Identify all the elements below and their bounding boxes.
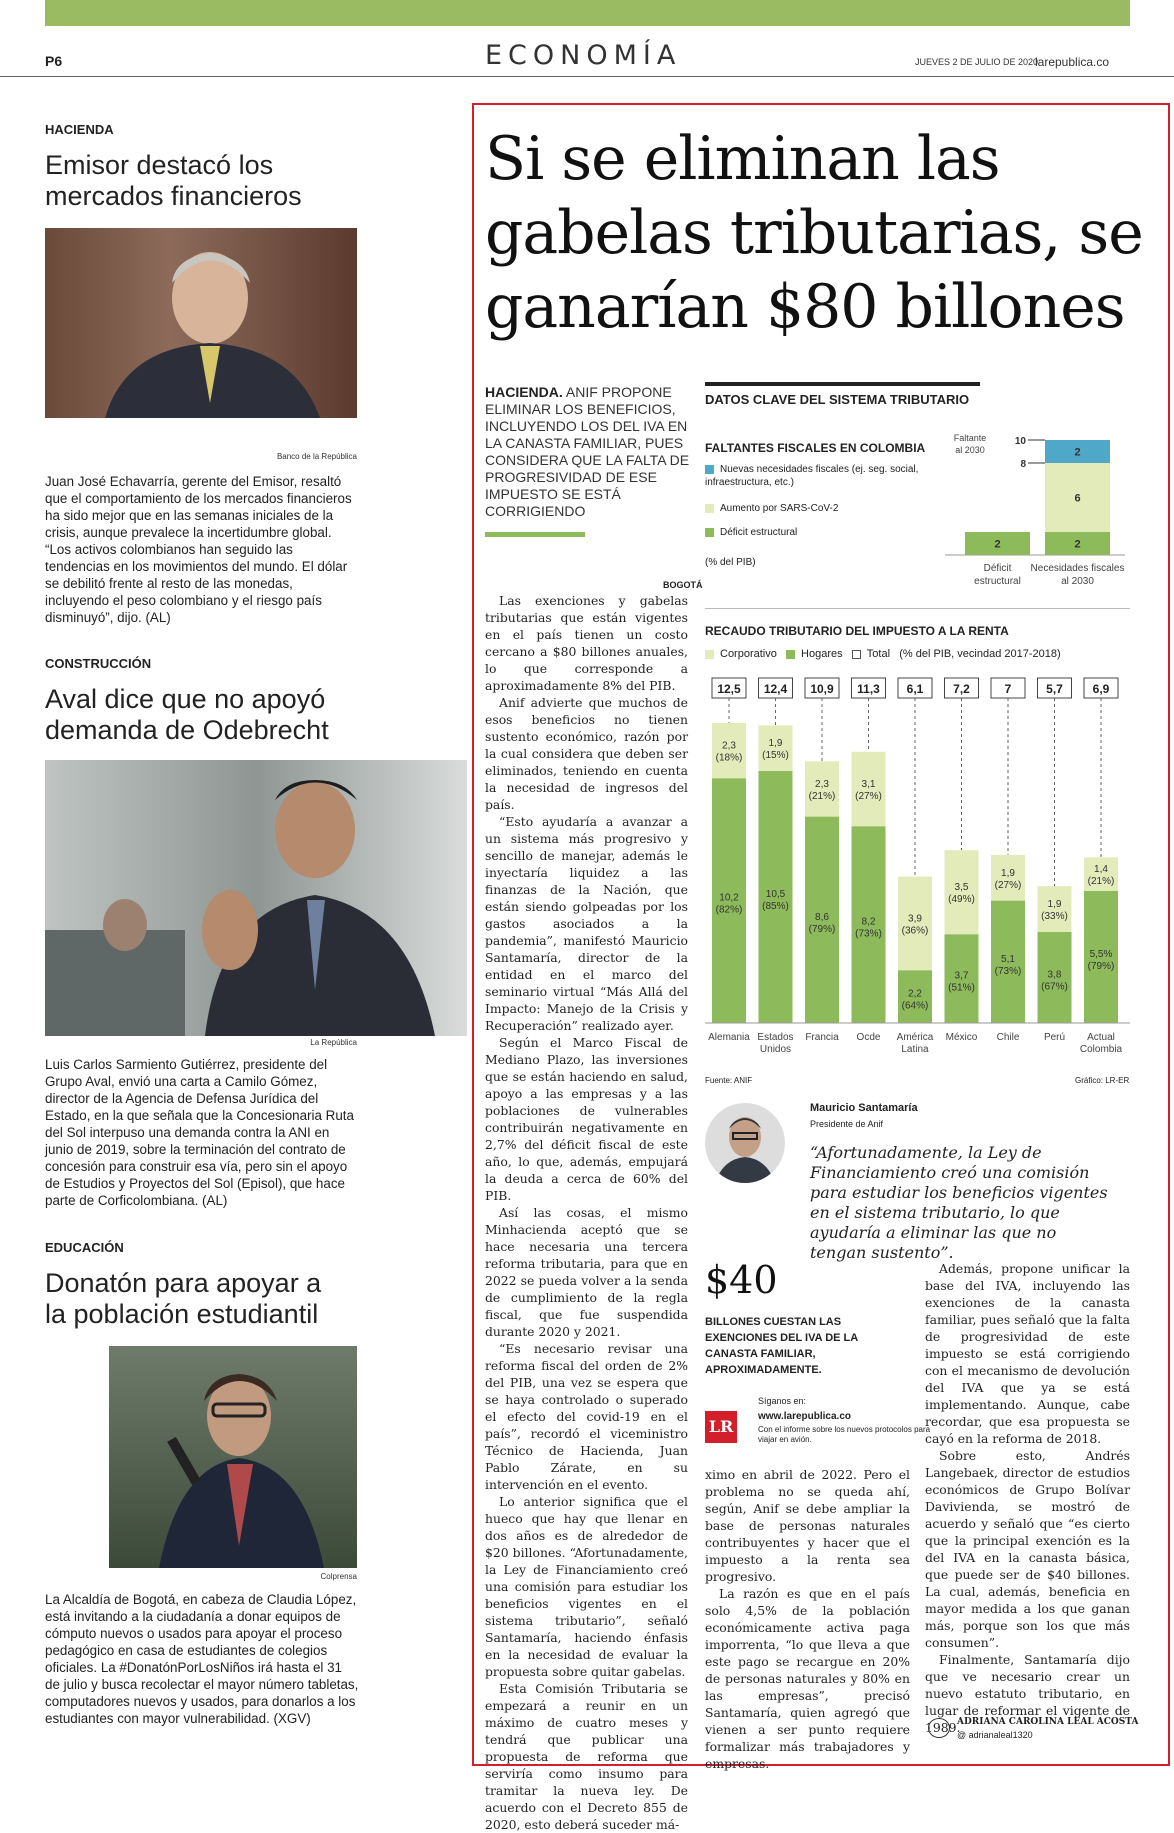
quote-portrait [705, 1103, 785, 1183]
corporativo-value-label: 1,9 [1001, 867, 1015, 879]
corporativo-share-label: (33%) [1041, 911, 1068, 922]
brief-1-credit: Banco de la República [276, 452, 357, 461]
hogares-value-label: 8,6 [815, 911, 829, 923]
paragraph: Según el Marco Fiscal de Mediano Plazo, las inversiones que se están haciendo en salud, apoyo a las empresas y a las poblaciones de vulnerables contribuirán negativamente en 2,7% del déficit fiscal de este año, lo que, además, empujará la deuda a cerca de 60% del PIB. [485, 1035, 688, 1203]
header-divider [0, 76, 1174, 77]
country-label: Perú [1043, 1032, 1066, 1043]
hogares-value-label: 10,5 [765, 889, 786, 900]
infographic-divider [705, 608, 1130, 609]
mayor-portrait-image [109, 1346, 357, 1568]
paragraph: ximo en abril de 2022. Pero el problema no se queda ahí, según, Anif se debe ampliar la base de personas naturales contribuyentes y hacer que el impuesto a la renta sea progresivo. [705, 1467, 910, 1584]
country-label: Latina [901, 1044, 929, 1055]
follow-url[interactable]: www.larepublica.co [758, 1411, 851, 1422]
follow-note: Con el informe sobre los nuevos protocolos para viajar en avión. [758, 1425, 931, 1444]
paragraph: Las exenciones y gabelas tributarias que están vigentes en el país tienen un costo cercano a $80 billones anuales, lo que corresponde a aproximadamente 8% del PIB. [485, 593, 688, 693]
brief-1-photo [45, 228, 357, 418]
brief-3-title: Donatón para apoyar a la población estudiantil [45, 1268, 322, 1329]
brief-3-credit: Colprensa [320, 1572, 357, 1581]
chart-1-legend-3: Déficit estructural [705, 527, 797, 538]
total-label: 12,4 [763, 682, 788, 696]
main-headline: Si se eliminan las gabelas tributarias, se ganarían $80 billones [485, 124, 1143, 342]
article-deck [485, 384, 690, 520]
tick-label: 10 [1014, 436, 1026, 447]
brief-2-title: Aval dice que no apoyó demanda de Odebrecht [45, 684, 329, 745]
article-column-1 [485, 592, 688, 1833]
brief-3-photo [109, 1346, 357, 1568]
category-label: estructural [974, 576, 1021, 587]
corporativo-share-label: (15%) [762, 750, 789, 762]
brief-3-kicker: EDUCACIÓN [45, 1240, 124, 1255]
bar-value-label: 6 [1074, 492, 1081, 505]
country-label: Francia [805, 1032, 839, 1043]
annotation-label: Faltante [953, 433, 987, 443]
pull-quote: “Afortunadamente, la Ley de Financiamiento creó una comisión para estudiar los beneficios vigentes en el sistema tributario, lo que ayudaría a eliminar las que no tengan sustento”. [810, 1143, 1108, 1262]
paragraph: “Esto ayudaría a avanzar a un sistema más progresivo y sencillo de manejar, además le inyectaría liquidez a las finanzas de la Nación, que están siendo golpeadas por los gastos asociados a la pandemia”, manifestó Mauricio Santamaría, director de la entidad en el marco del seminario virtual “Más Allá del Impacto: Manejo de la Crisis y Recuperación” realizado ayer. [485, 814, 688, 1033]
corporativo-value-label: 1,4 [1094, 864, 1108, 876]
brief-1-title: Emisor destacó los mercados financieros [45, 150, 302, 211]
brief-2-kicker: CONSTRUCCIÓN [45, 656, 152, 671]
total-label: 11,3 [857, 682, 880, 696]
chart-2-title: RECAUDO TRIBUTARIO DEL IMPUESTO A LA RENTA [705, 624, 1009, 638]
legend-swatch-light [705, 504, 714, 513]
country-label: Colombia [1079, 1044, 1123, 1055]
santamaria-portrait-image [705, 1103, 785, 1183]
legend-swatch-blue [705, 465, 714, 474]
income-tax-chart [705, 668, 1135, 1068]
annotation-label: al 2030 [955, 445, 985, 455]
corporativo-value-label: 3,1 [861, 779, 876, 790]
chart-1-legend-2: Aumento por SARS-CoV-2 [705, 503, 838, 514]
paragraph: Lo anterior significa que el hueco que hay que llenar en dos años es de alrededor de $20 billones. “Afortunadamente, la Ley de Financiamiento creó una comisión para estudiar los beneficios vigentes en el sistema tributario”, señaló Santamaría, haciendo énfasis en la necesidad de evaluar la propuesta sobre quitar gabelas. [485, 1494, 688, 1679]
issue-date: JUEVES 2 DE JULIO DE 2020 [915, 57, 1039, 67]
corporativo-share-label: (27%) [855, 791, 882, 802]
total-label: 12,5 [717, 682, 741, 696]
dateline: BOGOTÁ [663, 580, 703, 590]
total-label: 7 [1004, 682, 1012, 696]
deck-kicker: HACIENDA. [485, 384, 563, 400]
paragraph: Así las cosas, el mismo Minhacienda aceptó que se hace necesaria una tercera reforma tributaria, para que en 2022 se pueda volver a la senda de cumplimiento de la regla fiscal, que fue suspendida durante 2020 y 2021. [485, 1205, 688, 1339]
top-color-bar [45, 0, 1130, 26]
total-label: 7,2 [953, 682, 970, 696]
hogares-value-label: 5,5% [1089, 949, 1113, 960]
legend-swatch-total [852, 650, 861, 659]
hogares-value-label: 3,8 [1047, 969, 1062, 981]
speaker-portrait-image [45, 760, 467, 1036]
infographic-source: Fuente: ANIF [705, 1076, 753, 1085]
hogares-share-label: (67%) [1041, 981, 1068, 993]
hogares-share-label: (73%) [855, 928, 882, 940]
country-label: Ocde [856, 1032, 881, 1043]
country-label: Actual [1087, 1032, 1115, 1043]
total-label: 6,9 [1092, 682, 1110, 696]
brief-2-body: Luis Carlos Sarmiento Gutiérrez, presidente del Grupo Aval, envió una carta a Camilo Gómez, director de la Agencia de Defensa Jurídica del Estado, en la que señala que la Concesionaria Ruta del Sol interpuso una demanda contra la ANI en junio de 2019, sobre la terminación del contrato de concesión para construir esa vía, pero sin el apoyo de Estudios y Proyectos del Sol (Episol), que hace parte de Corficolombiana. (AL) [45, 1057, 354, 1208]
total-label: 6,1 [906, 682, 924, 696]
chart-1-legend-1: Nuevas necesidades fiscales (ej. seg. social, infraestructura, etc.) [705, 464, 919, 488]
chart-1-unit: (% del PIB) [705, 557, 756, 568]
corporativo-value-label: 3,5 [954, 882, 969, 894]
brief-2-photo [45, 760, 467, 1036]
corporativo-value-label: 2,3 [815, 779, 829, 790]
country-label: Estados [757, 1032, 794, 1043]
article-column-3 [925, 1260, 1130, 1736]
legend-swatch-green [705, 528, 714, 537]
category-label: Déficit [983, 563, 1012, 574]
country-label: Alemania [708, 1032, 750, 1043]
hogares-share-label: (51%) [948, 982, 975, 994]
byline-handle[interactable]: @ adrianaleal1320 [957, 1730, 1033, 1740]
hogares-share-label: (85%) [762, 901, 789, 912]
article-column-2 [705, 1466, 910, 1772]
country-label: Unidos [759, 1044, 792, 1055]
quote-role: Presidente de Anif [810, 1119, 884, 1129]
hogares-share-label: (82%) [715, 904, 743, 916]
corporativo-share-label: (18%) [715, 752, 743, 764]
tick-label: 8 [1020, 459, 1026, 470]
bar-value-label: 2 [1074, 538, 1081, 551]
paragraph: La razón es que en el país solo 4,5% de la población económicamente activa paga imporrenta, “lo que lleva a que este pago se recargue en 20% de personas naturales y 80% en las empresas”, precisó Santamaría, quien agregó que vienen a ser punto requiere formalizar más trabajadores y empresas. [705, 1586, 910, 1771]
corporativo-share-label: (49%) [948, 894, 975, 906]
page-number: P6 [45, 53, 63, 69]
infographic-top-rule [705, 382, 980, 386]
country-label: México [945, 1032, 978, 1043]
paragraph: Anif advierte que muchos de esos beneficios no tienen sustento económico, razón por la cual considera que deben ser eliminados, teniendo en cuenta la necesidad de ingresos del país. [485, 695, 688, 812]
chart-2-legend: Corporativo Hogares Total (% del PIB, vecindad 2017-2018) [705, 648, 1061, 660]
section-title: ECONOMÍA [485, 40, 682, 71]
total-label: 5,7 [1046, 682, 1063, 696]
corporativo-value-label: 1,9 [1047, 899, 1062, 910]
brief-1-body: Juan José Echavarría, gerente del Emisor, resaltó que el comportamiento de los mercados financieros ha sido mejor que en las semanas iniciales de la crisis, aunque prevalece la incertidumbre global. “Los activos colombianos han seguido las tendencias en los movimientos del mundo. El dólar se debilitó frente al resto de las monedas, incluyendo el peso colombiano y el riesgo país disminuyó”, dijo. (AL) [45, 474, 352, 625]
paragraph: Además, propone unificar la base del IVA, incluyendo las exenciones de la canasta familiar, pues señaló que la falta de progresividad de este impuesto se está corrigiendo con el mecanismo de devolución del IVA que ya se está implementando. Aunque, cabe recordar, que esa propuesta se cayó en la reforma de 2018. [925, 1261, 1130, 1446]
country-label: América [896, 1032, 934, 1043]
big-number: $40 [705, 1258, 778, 1302]
hogares-value-label: 8,2 [861, 916, 876, 928]
legend-swatch-corporativo [705, 650, 714, 659]
hogares-value-label: 2,2 [908, 988, 922, 1000]
deck-rule [485, 532, 585, 537]
brief-2-credit: La República [310, 1038, 357, 1047]
corporativo-share-label: (21%) [808, 791, 836, 802]
deck-text: ANIF PROPONE ELIMINAR LOS BENEFICIOS, INCLUYENDO LOS DEL IVA EN LA CANASTA FAMILIAR, PUES CONSIDERA QUE LA FALTA DE PROGRESIVIDAD DE ESE IMPUESTO SE ESTÁ CORRIGIENDO [485, 384, 690, 519]
chat-bubble-icon [928, 1718, 950, 1738]
hogares-value-label: 10,2 [719, 892, 739, 904]
paragraph: Sobre esto, Andrés Langebaek, director de estudios económicos de Grupo Bolívar Davivienda, se mostró de acuerdo y señaló que “es cierto que la principal exención es la del IVA en la canasta básica, que puede ser de $40 billones. La cual, además, beneficia en mayor medida a los que ganan más, porque son los que más consumen”. [925, 1448, 1130, 1650]
hogares-value-label: 3,7 [954, 970, 969, 982]
fiscal-gap-chart [930, 425, 1130, 595]
category-label: al 2030 [1061, 576, 1094, 587]
bar-value-label: 2 [994, 538, 1001, 551]
corporativo-value-label: 1,9 [768, 738, 783, 750]
country-label: Chile [996, 1032, 1020, 1043]
chart-1-title: FALTANTES FISCALES EN COLOMBIA [705, 441, 926, 455]
brief-1-kicker: HACIENDA [45, 122, 114, 137]
byline: ADRIANA CAROLINA LEAL ACOSTA [957, 1717, 1139, 1727]
category-label: Necesidades fiscales [1030, 563, 1125, 574]
follow-label: Síganos en: [758, 1396, 807, 1406]
total-label: 10,9 [810, 682, 834, 696]
site-link[interactable]: larepublica.co [1035, 55, 1110, 69]
paragraph: Esta Comisión Tributaria se empezará a reunir en un máximo de cuatro meses y tendrá que publicar una propuesta de reforma que serviría como insumo para tramitar la nueva ley. De acuerdo con el Decreto 855 de 2020, esto deberá suceder má- [485, 1681, 688, 1832]
big-number-caption: BILLONES CUESTAN LAS EXENCIONES DEL IVA DE LA CANASTA FAMILIAR, APROXIMADAMENTE. [705, 1316, 858, 1376]
hogares-share-label: (79%) [1087, 961, 1115, 972]
quote-name: Mauricio Santamaría [810, 1102, 918, 1114]
paragraph: Finalmente, Santamaría dijo que ve necesario crear un nuevo estatuto tributario, en lugar de reformar el vigente de 1989. [925, 1652, 1130, 1735]
lr-logo: LR [705, 1411, 737, 1443]
infographic-title: DATOS CLAVE DEL SISTEMA TRIBUTARIO [705, 392, 970, 407]
brief-3-body: La Alcaldía de Bogotá, en cabeza de Claudia López, está invitando a la ciudadanía a donar equipos de cómputo nuevos o usados para apoyar el proceso pedagógico en casa de estudiantes de colegios oficiales. La #DonatónPorLosNiños irá hasta el 31 de julio y busca recolectar el mayor número tabletas, computadores nuevos y usados, para donarlos a los estudiantes con mayor vulnerabilidad. (XGV) [45, 1592, 359, 1726]
paragraph: “Es necesario revisar una reforma fiscal del orden de 2% del PIB, una vez se espera que se haya controlado o superado el efecto del covid-19 en el país”, recordó el viceministro Técnico de Hacienda, Juan Pablo Zárate, en su intervención en el evento. [485, 1341, 688, 1492]
corporativo-share-label: (21%) [1087, 876, 1115, 888]
corporativo-value-label: 2,3 [722, 740, 736, 752]
hogares-share-label: (79%) [808, 923, 836, 935]
corporativo-share-label: (36%) [901, 925, 929, 937]
hogares-share-label: (73%) [994, 965, 1022, 977]
corporativo-value-label: 3,9 [908, 913, 922, 925]
hogares-share-label: (64%) [901, 1000, 929, 1012]
hogares-value-label: 5,1 [1001, 953, 1015, 965]
corporativo-share-label: (27%) [994, 879, 1022, 891]
legend-swatch-hogares [786, 650, 795, 659]
bar-value-label: 2 [1074, 446, 1081, 459]
man-portrait-image [45, 228, 357, 418]
infographic-credit: Gráfico: LR-ER [1075, 1076, 1130, 1085]
